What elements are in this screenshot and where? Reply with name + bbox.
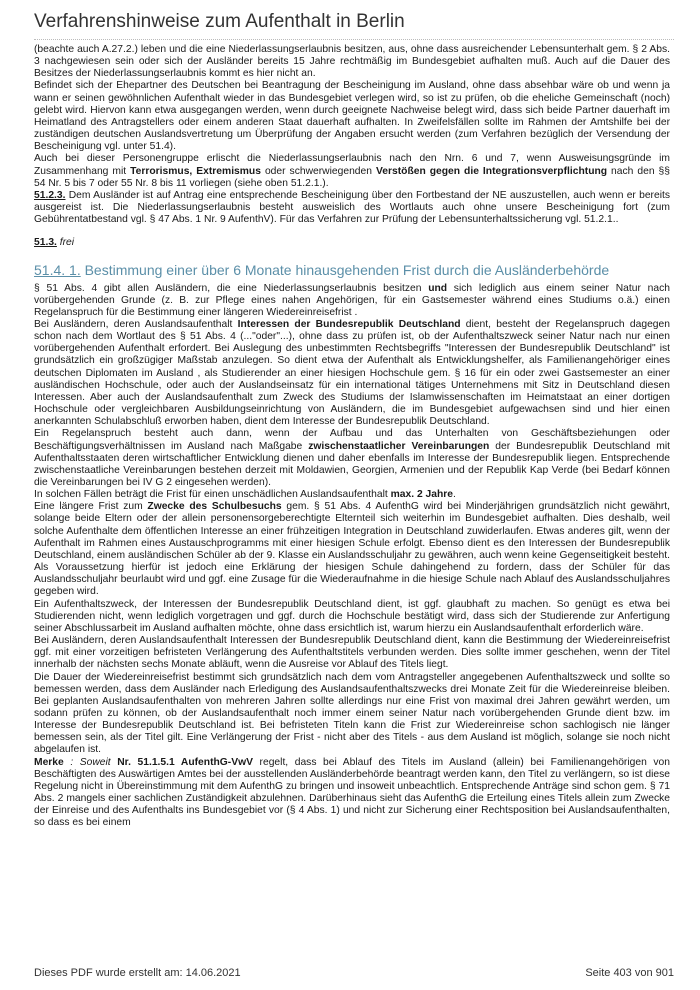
title-divider (34, 39, 674, 40)
page-title: Verfahrenshinweise zum Aufenthalt in Berlin (34, 11, 405, 32)
paragraph: Eine längere Frist zum Zwecke des Schulbesuchs gem. § 51 Abs. 4 AufenthG wird bei Minderjährigen grundsätzlich nicht gewährt, solange beide Eltern oder der allein personensorgeberechtigte Elternteil sich weiterhin im Bundesgebiet aufhalten. Dies deshalb, weil solche Aufenthalte dem öffentlichen Interesse an einer frühzeitigen Integration in Deutschland zuwiderlaufen. Etwas anderes gilt, wenn der Aufenthalt im Rahmen eines Austauschprogramms mit einer hiesigen Schule erfolgt. Ebenso dient es den Interessen der Bundesrepublik Deutschland, einem ausländischen Schüler ab der 9. Klasse ein Auslandsschuljahr zu gewähren, auch wenn keine Gegenseitigkeit besteht. Als Voraussetzung hierfür ist jedoch eine Erklärung der hiesigen Schule dahingehend zu fordern, dass der Schüler für das Auslandsschuljahr beurlaubt wird und ggf. eine Zusage für die Wiederaufnahme in die hiesige Schule nach Ablauf des Auslandsschuljahres gegeben wird. (34, 501, 670, 598)
paragraph: 51.3. frei (34, 237, 75, 249)
section-ref-51-3: 51.3. (34, 237, 57, 249)
paragraph: In solchen Fällen beträgt die Frist für einen unschädlichen Auslandsaufenthalt max. 2 Jahre. (34, 489, 456, 501)
paragraph: § 51 Abs. 4 gibt allen Ausländern, die eine Niederlassungserlaubnis besitzen und sich lediglich aus einem seiner Natur nach vorübergehenden Grunde (z. B. zur Pflege eines nahen Angehörigen, für ein Gastsemester während eines Studiums o.ä.) einen Regelanspruch für die Bestimmung einer längeren Wiedereinreisefrist . (34, 282, 670, 318)
footer-page-number: Seite 403 von 901 (585, 967, 674, 979)
paragraph: Die Dauer der Wiedereinreisefrist bestimmt sich grundsätzlich nach dem vom Antragsteller angegebenen Aufenthaltszweck und sollte so bemessen werden, dass dem Ausländer nach Erledigung des Auslandsaufenthaltszwecks drei Monate Zeit für die Wiedereinreise bleiben. Bei geplanten Auslandsaufenthalten von mehreren Jahren sollte allerdings nur eine Frist von maximal drei Jahren gewährt werden, um sodann prüfen zu können, ob der Auslandsaufenthalt noch immer einem seiner Natur nach vorübergehenden Grunde dient bzw. im Interesse der Bundesrepublik Deutschland ist. Bei befristeten Titeln kann die Frist zur Wiedereinreise schon sachlogisch nie länger bemessen sein, als der Titel gilt. Eine Verlängerung der Frist - nicht aber des Titels - aus dem Ausland ist möglich, solange sie noch nicht abgelaufen ist. (34, 671, 670, 756)
section-number[interactable]: 51.4. 1. (34, 261, 81, 278)
paragraph: Ein Regelanspruch besteht auch dann, wenn der Aufbau und das Unterhalten von Geschäftsbeziehungen oder Beschäftigungsverhältnissen im Ausland nach Maßgabe zwischenstaatlicher Vereinbarungen der Bundesrepublik Deutschland mit Aufenthaltsstaaten deren wirtschaftlicher Entwicklung dienen und daher ebenfalls im Interesse der Bundesrepublik liegen. Entsprechende zwischenstaatliche Vereinbarungen bestehen derzeit mit Moldawien, Georgien, Armenien und der Republik Kap Verde (bei Bedarf können die Vereinbarungen bei IV G 2 eingesehen werden). (34, 428, 670, 488)
document-body (34, 44, 670, 830)
footer-created-date: Dieses PDF wurde erstellt am: 14.06.2021 (34, 967, 241, 979)
paragraph: Bei Ausländern, deren Auslandsaufenthalt Interessen der Bundesrepublik Deutschland dient, besteht der Regelanspruch dagegen schon nach dem Wortlaut des § 51 Abs. 4 (..."oder"...), ohne dass zu prüfen ist, ob der Aufenthaltszweck seiner Natur nach nur einen vorübergehenden Aufenthalt erfordert. Bei Auslegung des unbestimmten Rechtsbegriffs "Interessen der Bundesrepublik Deutschland" ist grundsätzlich ein großzügiger Maßstab anzulegen. So dient etwa der Aufenthalt als Entwicklungshelfer, als Familienangehöriger eines deutschen Diplomaten im Ausland , als Studierender an einer hiesigen Hochschule gem. § 16 für ein oder zwei Gastsemester an einer ausländischen Hochschule, oder auch der Auslandseinsatz für ein international tätiges Unternehmens mit Sitz in Deutschland diesen Interessen. Aber auch der Auslandsaufenthalt zum Zweck des Studiums der Islamwissenschaften im Heimatstaat an einer dortigen Hochschule oder vergleichbaren Ausbildungseinrichtung von Ausländern, die im Bundesgebiet aufgewachsen sind und hier einen anerkannten Schulabschluß erworben haben, dient dem Interesse der Bundesrepublik Deutschland. (34, 318, 670, 428)
paragraph: 51.2.3. Dem Ausländer ist auf Antrag eine entsprechende Bescheinigung über den Fortbestand der NE auszustellen, auch wenn er bereits ausgereist ist. Die Niederlassungserlaubnis besteht ausweislich des Wortlauts auch ohne unsere Bescheinigung fort (zum Gebührentatbestand vgl. § 47 Abs. 1 Nr. 9 AufenthV). Für das Verfahren zur Prüfung der Lebensunterhaltssicherung vgl. 51.2.1.. (34, 189, 670, 226)
paragraph: (beachte auch A.27.2.) leben und die eine Niederlassungserlaubnis besitzen, aus, ohne dass ausreichender Lebensunterhalt gem. § 2 Abs. 3 nachgewiesen sein oder sich der Ausländer bereits 15 Jahre rechtmäßig im Bundesgebiet aufhalten muß. Auch auf die Dauer des Besitzes der Niederlassungserlaubnis kommt es hier nicht an. (34, 44, 670, 80)
paragraph: Merke : Soweit Nr. 51.1.5.1 AufenthG-VwV regelt, dass bei Ablauf des Titels im Ausland (allein) bei Familienangehörigen von Beschäftigten des Auswärtigen Amtes bei der ausstellenden Ausländerbehörde beantragt werden kann, den Titel zu verlängern, so ist diese Regelung nicht in Übereinstimmung mit dem AufenthG zu bringen und insoweit unbeachtlich. Entsprechende Anträge sind schon gem. § 71 Abs. 2 mangels einer sachlichen Zuständigkeit abzulehnen. Darüberhinaus sieht das AufenthG die Erteilung eines Titels allein zum Zwecke der Einreise und des Aufenthalts ins Bundesgebiet vor (§ 4 Abs. 1) und nicht zur Sicherung einer Rechtsposition bei Auslandsaufenthalten, so dass es bei einem (34, 756, 670, 829)
section-ref-51-2-3: 51.2.3. (34, 189, 66, 201)
paragraph: Auch bei dieser Personengruppe erlischt die Niederlassungserlaubnis nach den Nrn. 6 und 7, wenn Ausweisungsgründe im Zusammenhang mit Terrorismus, Extremismus oder schwerwiegenden Verstößen gegen die Integrationsverpflichtung nach den §§ 54 Nr. 5 bis 7 oder 55 Nr. 8 bis 11 vorliegen (siehe oben 51.2.1.). (34, 153, 670, 189)
paragraph: Bei Ausländern, deren Auslandsaufenthalt Interessen der Bundesrepublik Deutschland dient, kann die Bestimmung der Wiedereinreisefrist ggf. mit einer vorzeitigen befristeten Verlängerung des Aufenthaltstitels verbunden werden. Dies sollte immer geschehen, wenn der Titel innerhalb der nächsten sechs Monate abläuft, wenn die Ausreise vor Ablauf des Titels liegt. (34, 635, 670, 671)
section-heading: 51.4. 1. Bestimmung einer über 6 Monate hinausgehenden Frist durch die Ausländerbehörde (34, 261, 610, 278)
paragraph: Ein Aufenthaltszweck, der Interessen der Bundesrepublik Deutschland dient, ist ggf. glaubhaft zu machen. So genügt es etwa bei Studierenden nicht, wenn lediglich vorgetragen und ggf. durch die Hochschule bestätigt wird, dass sich der Studierende zur Anfertigung seiner Abschlussarbeit im Ausland aufhalten möchte, ohne dass ersichtlich ist, warum hierzu ein Auslandsaufenthalt erforderlich wäre. (34, 598, 670, 634)
paragraph: Befindet sich der Ehepartner des Deutschen bei Beantragung der Bescheinigung im Ausland, ohne dass absehbar wäre ob und wenn ja wann er seinen gewöhnlichen Aufenthalt wieder in das Bundesgebiet verlegen wird, so ist zu prüfen, ob die eheliche Gemeinschaft (noch) gelebt wird. Hiervon kann etwa ausgegangen werden, wenn durch geeignete Nachweise belegt wird, dass sich beide Partner dauerhaft im Heimatland des Antragstellers oder einem anderen Staat dauerhaft aufhalten. In Zweifelsfällen sollte im Rahmen der Amtshilfe bei der zuständigen deutschen Auslandsvertretung um Überprüfung der Angaben ersucht werden (zum Verfahren bezüglich der Versendung der Bescheinigung vgl. unter 51.4). (34, 80, 670, 153)
